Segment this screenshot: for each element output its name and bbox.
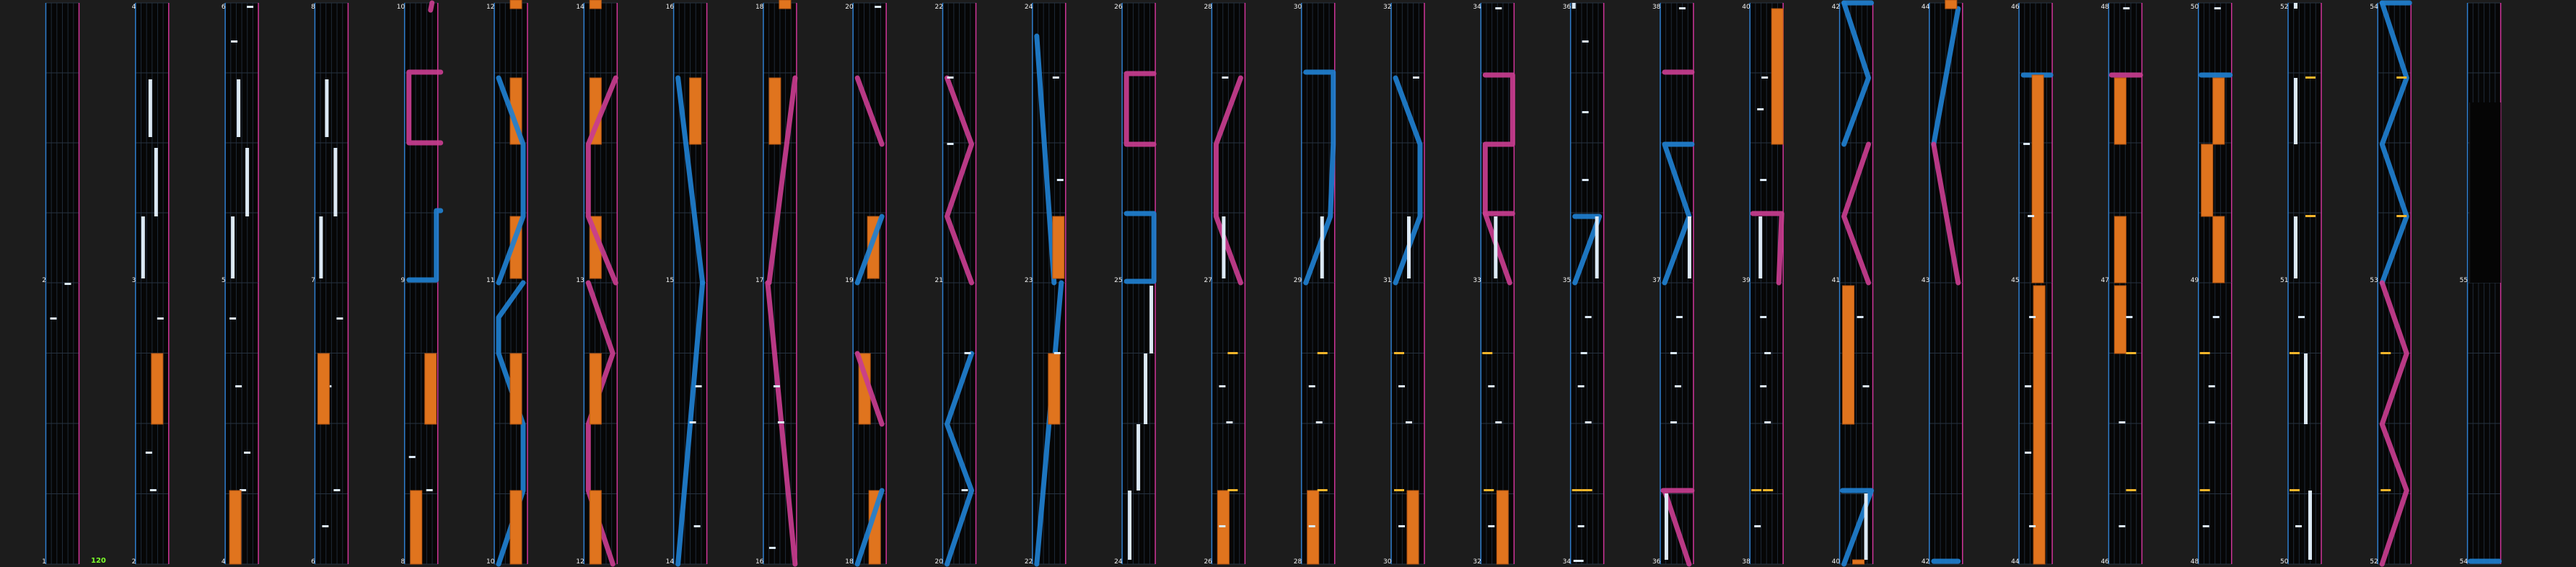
measure-label: 31: [1383, 277, 1392, 284]
hold-note: [2033, 286, 2045, 564]
measure-label-top: 54: [2370, 4, 2378, 11]
measure-label: 10: [486, 558, 495, 566]
quarter-note: [2290, 489, 2300, 491]
hold-note: [1407, 491, 1419, 564]
tap-note: [1676, 316, 1683, 318]
measure-label-top: 50: [2190, 4, 2199, 11]
measure-label-top: 36: [1562, 4, 1572, 11]
long-tap-note: [1407, 216, 1411, 278]
tap-note: [1760, 179, 1766, 181]
tap-note: [51, 317, 57, 320]
quarter-note: [1227, 352, 1237, 354]
long-tap-note: [245, 148, 249, 216]
measure-label: 43: [1921, 277, 1930, 284]
tap-note: [1398, 525, 1405, 527]
tap-note: [1219, 385, 1225, 387]
measure-label: 28: [1293, 558, 1302, 566]
quarter-note: [1484, 489, 1494, 491]
measure-label-top: 30: [1293, 4, 1302, 11]
measure-label: 45: [2011, 277, 2020, 284]
tap-note: [146, 452, 152, 454]
measure-label: 22: [1024, 558, 1033, 566]
tap-note: [2298, 316, 2305, 318]
quarter-note: [2305, 215, 2316, 217]
hold-note: [590, 0, 601, 9]
tap-note: [1760, 385, 1766, 387]
measure-label: 36: [1652, 558, 1661, 566]
bpm-label: 120: [91, 557, 106, 565]
measure-label: 33: [1473, 277, 1481, 284]
hold-note: [590, 353, 601, 424]
tap-note: [1488, 525, 1494, 527]
tap-note: [1309, 525, 1315, 527]
measure-label: 18: [845, 558, 854, 566]
measure-label: 19: [845, 277, 854, 284]
hold-note: [510, 0, 522, 9]
measure-label: 35: [1562, 277, 1572, 284]
hold-note: [2032, 75, 2043, 283]
tap-note: [1582, 179, 1589, 181]
measure-label: 44: [2011, 558, 2020, 566]
hold-note: [1771, 9, 1783, 144]
tap-note: [244, 452, 250, 454]
slide-note: [431, 3, 432, 10]
hold-note: [1843, 286, 1854, 424]
tap-note: [1675, 385, 1681, 387]
measure-label: 32: [1473, 558, 1481, 566]
long-tap-note: [1572, 3, 1576, 9]
tap-note: [696, 385, 702, 387]
tap-note: [1761, 76, 1768, 79]
tap-note: [2025, 385, 2031, 387]
tap-note: [1679, 7, 1686, 9]
tap-note: [1053, 76, 1059, 79]
tap-note: [1857, 316, 1864, 318]
hold-note: [229, 491, 241, 564]
lane-column: [1929, 283, 1963, 564]
hold-note: [2114, 216, 2126, 283]
measure-label: 2: [42, 277, 46, 284]
long-tap-note: [2294, 3, 2297, 9]
tap-note: [1316, 421, 1323, 423]
measure-label: 12: [576, 558, 584, 566]
tap-note: [2029, 525, 2036, 527]
measure-label: 30: [1383, 558, 1392, 566]
tap-note: [1222, 76, 1228, 79]
long-tap-note: [1128, 491, 1131, 560]
hold-note: [510, 353, 522, 424]
tap-note: [1585, 316, 1592, 318]
measure-label: 4: [221, 558, 226, 566]
tap-note: [322, 525, 328, 527]
long-tap-note: [1595, 216, 1599, 278]
lane-column: [2468, 283, 2501, 564]
measure-label: 26: [1204, 558, 1212, 566]
measure-label-top: 22: [934, 4, 943, 11]
measure-label: 38: [1742, 558, 1751, 566]
measure-label: 16: [755, 558, 764, 566]
measure-label: 41: [1831, 277, 1840, 284]
long-tap-note: [149, 79, 152, 137]
tap-note: [2295, 525, 2302, 527]
measure-label: 14: [665, 558, 675, 566]
tap-note: [1754, 525, 1761, 527]
lane-column: [136, 3, 169, 283]
measure-label: 24: [1114, 558, 1123, 566]
quarter-note: [2290, 352, 2300, 354]
hold-note: [152, 353, 163, 424]
tap-note: [409, 456, 416, 458]
measure-label-top: 14: [576, 4, 584, 11]
tap-note: [2023, 143, 2030, 145]
measure-label-top: 6: [221, 4, 226, 11]
measure-label-top: 38: [1652, 4, 1661, 11]
hold-note: [779, 0, 791, 9]
tap-note: [1495, 421, 1502, 423]
measure-label-top: 20: [845, 4, 854, 11]
hold-note: [317, 353, 329, 424]
chart-columns: [42, 0, 2500, 566]
measure-label-top: 26: [1114, 4, 1123, 11]
final-lane-background: [2470, 102, 2501, 283]
lane-column: [46, 3, 79, 283]
tap-note: [1578, 385, 1585, 387]
quarter-note: [1394, 352, 1404, 354]
tap-note: [1764, 421, 1771, 423]
tap-note: [1760, 316, 1766, 318]
long-tap-note: [1758, 216, 1762, 278]
measure-label-top: 34: [1473, 4, 1481, 11]
tap-note: [965, 352, 971, 354]
tap-note: [235, 385, 242, 387]
measure-label-top: 18: [755, 4, 764, 11]
tap-note: [947, 143, 954, 145]
hold-note: [2213, 216, 2225, 283]
tap-note: [157, 317, 164, 320]
tap-note: [333, 489, 340, 491]
quarter-note: [1318, 489, 1328, 491]
measure-label: 27: [1204, 277, 1212, 284]
measure-label: 7: [311, 277, 315, 284]
measure-label: 21: [934, 277, 943, 284]
tap-note: [1863, 385, 1870, 387]
measure-label: 54: [2459, 558, 2468, 566]
measure-label-top: 52: [2280, 4, 2289, 11]
measure-label-top: 12: [486, 4, 495, 11]
long-tap-note: [1688, 216, 1691, 278]
measure-label: 53: [2370, 277, 2378, 284]
tap-note: [694, 525, 701, 527]
tap-note: [947, 76, 954, 79]
hold-note: [1945, 0, 1957, 9]
tap-note: [1488, 385, 1494, 387]
long-tap-note: [319, 216, 323, 278]
hold-note: [1853, 560, 1865, 564]
tap-note: [2213, 316, 2220, 318]
lane-column: [46, 283, 79, 564]
measure-label-top: 32: [1383, 4, 1392, 11]
quarter-note: [1751, 489, 1761, 491]
quarter-note: [1318, 352, 1328, 354]
measure-label-top: 46: [2011, 4, 2020, 11]
tap-note: [2028, 215, 2034, 217]
measure-label-top: 16: [665, 4, 675, 11]
tap-note: [150, 489, 157, 491]
tap-note: [1413, 76, 1419, 79]
measure-label: 34: [1562, 558, 1572, 566]
hold-note: [690, 78, 701, 144]
quarter-note: [2126, 489, 2136, 491]
measure-label: 29: [1293, 277, 1302, 284]
tap-note: [774, 385, 780, 387]
measure-label: 2: [131, 558, 136, 566]
tap-note: [1057, 179, 1064, 181]
measure-label: 55: [2459, 277, 2468, 284]
tap-note: [2025, 452, 2031, 454]
measure-label: 42: [1921, 558, 1930, 566]
measure-label-top: 28: [1204, 4, 1212, 11]
measure-label: 8: [400, 558, 406, 566]
hold-note: [2202, 144, 2213, 216]
measure-label: 13: [576, 277, 584, 284]
measure-label: 46: [2100, 558, 2109, 566]
measure-label: 52: [2370, 558, 2378, 566]
measure-label-top: 44: [1921, 4, 1930, 11]
tap-note: [2214, 7, 2221, 9]
hold-note: [590, 491, 601, 564]
final-lane-block: [2470, 102, 2501, 283]
tap-note: [2119, 421, 2125, 423]
quarter-note: [1227, 489, 1237, 491]
notes-top-row: [141, 0, 2410, 283]
tap-note: [2123, 7, 2129, 9]
long-tap-note: [333, 148, 337, 216]
hold-note: [2114, 286, 2126, 353]
long-tap-note: [2308, 491, 2312, 560]
long-tap-note: [2294, 78, 2297, 144]
quarter-note: [1763, 489, 1773, 491]
lane-column: [1302, 3, 1335, 283]
tap-note: [2203, 525, 2209, 527]
tap-note: [2209, 385, 2215, 387]
tap-note: [336, 317, 343, 320]
hold-note: [411, 491, 422, 564]
hold-note: [1497, 491, 1508, 564]
measure-label: 48: [2190, 558, 2199, 566]
long-tap-note: [231, 216, 235, 278]
measure-label: 40: [1831, 558, 1840, 566]
long-tap-note: [1865, 493, 1868, 560]
quarter-note: [2396, 76, 2406, 79]
hold-note: [1048, 353, 1060, 424]
tap-note: [962, 489, 968, 491]
quarter-note: [1582, 489, 1593, 491]
measure-label: 20: [934, 558, 943, 566]
tap-note: [1495, 7, 1502, 9]
tap-note: [1582, 111, 1589, 113]
measure-label: 11: [486, 277, 495, 284]
measure-label: 51: [2280, 277, 2289, 284]
lane-column: [225, 3, 258, 283]
tap-note: [875, 6, 881, 8]
measure-label-top: 8: [311, 4, 315, 11]
tap-note: [769, 547, 776, 549]
measure-label: 17: [755, 277, 764, 284]
tap-note: [1764, 352, 1771, 354]
quarter-note: [1572, 489, 1582, 491]
tap-note: [778, 421, 784, 423]
measure-label-top: 24: [1024, 4, 1033, 11]
tap-note: [1581, 352, 1587, 354]
tap-note: [1574, 560, 1584, 562]
measure-label: 39: [1742, 277, 1751, 284]
tap-note: [1582, 40, 1589, 43]
quarter-note: [2200, 352, 2210, 354]
long-tap-note: [1320, 216, 1324, 278]
measure-label: 23: [1024, 277, 1033, 284]
long-tap-note: [2304, 353, 2308, 424]
lane-column: [1571, 3, 1604, 283]
measure-label-top: 10: [396, 4, 406, 11]
hold-note: [425, 353, 437, 424]
hold-note: [2213, 78, 2225, 144]
measure-label: 49: [2190, 277, 2199, 284]
long-tap-note: [1149, 286, 1153, 353]
quarter-note: [1482, 352, 1492, 354]
measure-label: 37: [1652, 277, 1661, 284]
tap-note: [1670, 352, 1677, 354]
long-tap-note: [1144, 353, 1147, 424]
measure-label: 15: [665, 277, 675, 284]
quarter-note: [2200, 489, 2210, 491]
long-tap-note: [1494, 216, 1497, 278]
long-tap-note: [237, 79, 240, 137]
lane-column: [2288, 3, 2321, 283]
long-tap-note: [154, 148, 158, 216]
tap-note: [1398, 385, 1405, 387]
hold-note: [1053, 216, 1064, 278]
long-tap-note: [1665, 493, 1668, 560]
tap-note: [247, 6, 253, 8]
tap-note: [1219, 525, 1225, 527]
measure-label: 47: [2100, 277, 2109, 284]
tap-note: [229, 317, 236, 320]
measure-label: 50: [2280, 558, 2289, 566]
quarter-note: [2396, 215, 2406, 217]
measure-label: 6: [311, 558, 315, 566]
tap-note: [1585, 421, 1592, 423]
tap-note: [1054, 352, 1061, 354]
measure-label: 1: [42, 558, 46, 566]
tap-note: [1309, 385, 1315, 387]
quarter-note: [2380, 489, 2391, 491]
quarter-note: [1394, 489, 1404, 491]
measure-label: 9: [400, 277, 406, 284]
measure-label-top: 48: [2100, 4, 2109, 11]
hold-note: [510, 491, 522, 564]
tap-note: [1578, 525, 1585, 527]
tap-note: [690, 421, 696, 423]
tap-note: [2029, 316, 2036, 318]
tap-note: [2126, 316, 2132, 318]
hold-note: [2114, 78, 2126, 144]
tap-note: [426, 489, 433, 491]
long-tap-note: [325, 79, 328, 137]
quarter-note: [2305, 76, 2316, 79]
quarter-note: [2380, 352, 2391, 354]
quarter-note: [2126, 352, 2136, 354]
tap-note: [231, 40, 237, 43]
tap-note: [2209, 421, 2215, 423]
long-tap-note: [1136, 424, 1140, 491]
long-tap-note: [2294, 216, 2297, 278]
tap-note: [2119, 525, 2125, 527]
hold-note: [769, 78, 781, 144]
tap-note: [1226, 421, 1232, 423]
measure-label-top: 42: [1831, 4, 1840, 11]
tap-note: [1757, 108, 1764, 110]
measure-label-top: 4: [131, 4, 136, 11]
long-tap-note: [141, 216, 145, 278]
measure-label: 25: [1114, 277, 1123, 284]
long-tap-note: [1222, 216, 1225, 278]
measure-label: 3: [131, 277, 136, 284]
measure-label: 5: [221, 277, 226, 284]
tap-note: [1406, 421, 1412, 423]
tap-note: [1670, 421, 1677, 423]
measure-label-top: 40: [1742, 4, 1751, 11]
tap-note: [65, 283, 71, 285]
